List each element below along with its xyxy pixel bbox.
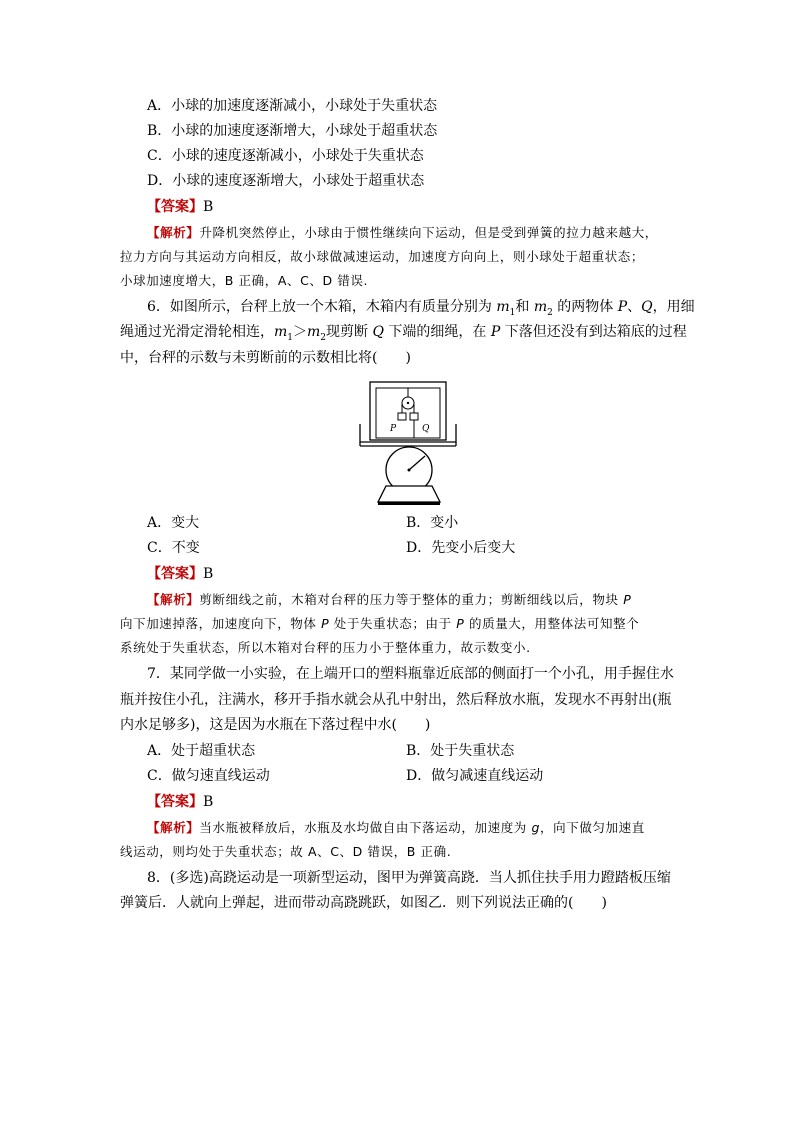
q5-option-a: A．小球的加速度逐渐减小，小球处于失重状态 [147,98,438,114]
q6-text: 的两物体 [552,299,618,315]
var-g: g [531,820,541,835]
var-p: P [617,299,628,315]
explanation-text: 处于失重状态；由于 [329,616,457,631]
q8-stem-line-2: 弹簧后．人就向上弹起，进而带动高跷跳跃，如图乙．则下列说法正确的( ) [120,895,607,911]
q6-option-b: B．变小 [406,515,459,531]
q6-stem-line-1 [147,298,695,322]
var-p: P [623,592,632,607]
q5-explanation-line-1 [147,224,658,242]
q7-explanation-line-1 [147,819,645,837]
var-m2: m [533,299,548,315]
explanation-text: 当水瓶被释放后，水瓶及水均做自由下落运动，加速度为 [199,820,532,835]
var-m1-sub: 1 [509,307,516,318]
q7-option-c: C．做匀速直线运动 [147,768,270,784]
var-m2-sub: 2 [320,332,327,343]
q7-stem-line-3: 内水足够多)，这是因为水瓶在下落过程中水( ) [120,717,431,733]
label-q: Q [422,424,430,434]
var-m1: m [496,299,510,315]
scale-box-figure [356,380,466,510]
explanation-tag: 【解析】 [147,820,200,835]
scale-box-diagram [356,380,466,510]
q7-option-a: A．处于超重状态 [147,743,256,759]
q7-explanation-line-2: 线运动，则均处于失重状态；故 A、C、D 错误，B 正确. [120,844,452,859]
q5-answer-row [147,198,213,216]
q6-explanation-line-3: 系统处于失重状态，所以木箱对台秤的压力小于整体重力，故示数变小. [120,640,531,655]
q6-stem-line-2 [120,323,687,347]
explanation-text: ，向下做匀加速直 [540,820,645,835]
q6-text: ＞ [293,324,308,340]
q5-option-b: B．小球的加速度逐渐增大，小球处于超重状态 [147,123,438,139]
q6-stem-line-3: 中，台秤的示数与未剪断前的示数相比将( ) [120,350,411,366]
q7-stem-line-2: 瓶并按住小孔，注满水，移开手指水就会从孔中射出，然后释放水瓶，发现水不再射出(瓶 [120,692,672,708]
q5-explanation-line-2: 拉力方向与其运动方向相反，故小球做减速运动，加速度方向向上，则小球处于超重状态； [120,249,645,264]
q6-text: 现剪断 [326,324,373,340]
var-p: P [456,616,465,631]
q7-option-b: B．处于失重状态 [406,743,515,759]
answer-value: B [203,566,214,582]
answer-tag: 【答案】 [147,794,203,810]
q6-text: 绳通过光滑定滑轮相连， [120,324,274,340]
q8-stem-line-1: 8．(多选)高跷运动是一项新型运动，图甲为弹簧高跷．当人抓住扶手用力蹬踏板压缩 [147,870,671,886]
q5-explanation-line-3: 小球加速度增大，B 正确，A、C、D 错误. [120,273,369,288]
q6-text: 6．如图所示，台秤上放一个木箱，木箱内有质量分别为 [147,299,497,315]
var-q: Q [372,324,384,340]
answer-value: B [203,794,214,810]
q6-text: ，用细 [652,299,695,315]
q6-text: 下落但还没有到达箱底的过程 [500,324,687,340]
explanation-tag: 【解析】 [147,225,200,240]
q7-answer-row [147,793,213,811]
q6-explanation-line-1 [147,591,631,609]
explanation-text: 的质量大，用整体法可知整个 [464,616,640,631]
answer-value: B [203,199,214,215]
var-m2-sub: 2 [547,307,553,318]
var-p: P [321,616,330,631]
explanation-text: 升降机突然停止，小球由于惯性继续向下运动，但是受到弹簧的拉力越来越大， [199,225,658,240]
q6-answer-row [147,565,213,583]
var-m1: m [274,324,288,340]
q6-explanation-line-2 [120,615,639,633]
var-m1-sub: 1 [287,332,294,343]
q6-option-d: D．先变小后变大 [406,540,516,556]
mass-q [410,413,418,420]
var-m2: m [307,324,321,340]
answer-tag: 【答案】 [147,566,203,582]
dial-center [408,469,411,472]
explanation-tag: 【解析】 [147,592,200,607]
answer-tag: 【答案】 [147,199,203,215]
q5-option-c: C．小球的速度逐渐减小，小球处于失重状态 [147,148,424,164]
mass-p [398,413,406,420]
q6-text: 、 [627,299,642,315]
scale-base [378,486,440,502]
var-p: P [490,324,501,340]
scale-foot [378,502,440,505]
q6-option-a: A．变大 [147,515,200,531]
explanation-text: 向下加速掉落，加速度向下，物体 [120,616,322,631]
explanation-text: 剪断细线之前，木箱对台秤的压力等于整体的重力；剪断细线以后，物块 [199,592,624,607]
label-p: P [390,424,397,434]
q6-text: 和 [515,299,534,315]
var-q: Q [641,299,653,315]
q7-option-d: D．做匀减速直线运动 [406,768,544,784]
pulley-axle [407,402,409,404]
q5-option-d: D．小球的速度逐渐增大，小球处于超重状态 [147,173,425,189]
q6-option-c: C．不变 [147,540,200,556]
q6-text: 下端的细绳，在 [383,324,491,340]
scale-platform [360,424,456,442]
q7-stem-line-1: 7．某同学做一小实验，在上端开口的塑料瓶靠近底部的侧面打一个小孔，用手握住水 [147,666,674,682]
